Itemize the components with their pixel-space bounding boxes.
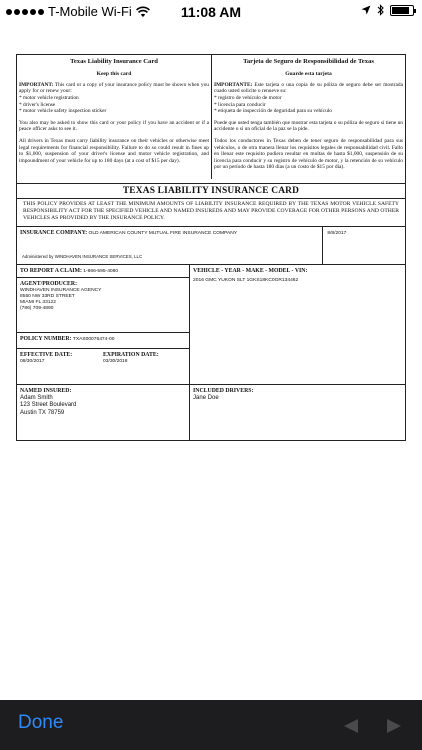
named-insured-line: 123 Street Boulevard xyxy=(20,402,77,409)
effective-date-label: EFFECTIVE DATE: xyxy=(20,351,73,358)
claim-cell xyxy=(17,265,189,278)
english-subtitle: Keep this card xyxy=(96,71,132,78)
english-item: * motor vehicle registration xyxy=(19,95,79,102)
issue-date: 8/8/2017 xyxy=(327,230,347,236)
bottom-toolbar xyxy=(0,700,422,750)
vehicle-value: 2016 GMC YUKON SLT 1GKS18KC0GR134462 xyxy=(193,277,299,283)
included-drivers-label: INCLUDED DRIVERS: xyxy=(193,387,254,394)
agent-cell xyxy=(17,278,189,333)
included-drivers-cell xyxy=(190,385,405,440)
card-title: TEXAS LIABILITY INSURANCE CARD xyxy=(17,183,405,199)
agent-label: AGENT/PRODUCER: xyxy=(20,280,78,287)
effective-date: 09/30/2017 xyxy=(20,358,45,364)
agent-line: 8550 NW 33RD STREET xyxy=(20,293,75,299)
spanish-subtitle: Guarde esta tarjeta xyxy=(285,71,332,78)
location-icon xyxy=(361,5,371,15)
carrier-label: T-Mobile Wi-Fi xyxy=(48,4,132,19)
bluetooth-icon xyxy=(377,4,384,16)
administered-by: Administered by WINDHAVEN INSURANCE SERVICES, LLC xyxy=(22,253,143,259)
spanish-important xyxy=(214,82,403,115)
named-insured-line: Austin TX 78759 xyxy=(20,409,65,416)
included-drivers: Jane Doe xyxy=(193,394,219,401)
insurance-company-row xyxy=(17,226,405,264)
insurance-company-label: INSURANCE COMPANY: xyxy=(20,229,88,236)
named-insured-label: NAMED INSURED: xyxy=(20,387,72,394)
english-important-text: This card or a copy of your insurance policy must be shown when you apply for or renew your: xyxy=(19,81,209,95)
spanish-paragraph-2: Puede que usted tenga también que mostrar esta tarjeta o su póliza de seguro si tiene un accidente o si un oficial de la paz se la pide. xyxy=(214,119,403,133)
details-left xyxy=(17,265,190,384)
battery-icon xyxy=(390,5,414,16)
policy-number: TXAS00076474-00 xyxy=(72,336,115,342)
agent-line: MIAMI FL 33122 xyxy=(20,299,56,305)
policy-number-cell xyxy=(17,333,189,349)
insurance-company-value: OLD AMERICAN COUNTY MUTUAL FIRE INSURANCE COMPANY xyxy=(88,230,238,236)
english-item: * motor vehicle safety inspection sticker xyxy=(19,108,107,115)
spanish-important-text: Este tarjeta o una copia de su póliza de seguro debe ser mostrada cuado usted solicite o renueve su: xyxy=(214,81,403,95)
claim-label: TO REPORT A CLAIM: xyxy=(20,267,82,274)
done-button[interactable]: Done xyxy=(18,712,64,733)
policy-statement: THIS POLICY PROVIDES AT LEAST THE MINIMUM AMOUNTS OF LIABILITY INSURANCE REQUIRED BY THE TEXAS MOTOR VEHICLE SAFETY RESPONSIBILITY ACT FOR THE SPECIFIED VEHICLE AND NAMED INSUREDS AND MAY PROVIDE COVERAGE FOR OTHER PERSONS AND OTHER VEHICLES AS PROVIDED BY THE INSURANCE POLICY. xyxy=(23,201,399,222)
named-insured-cell xyxy=(17,385,190,440)
english-column xyxy=(17,55,211,179)
next-arrow-icon[interactable] xyxy=(387,719,401,733)
spanish-item: * registro de vehículo de motor xyxy=(214,95,282,102)
expiration-date-label: EXPIRATION DATE: xyxy=(103,351,159,358)
insured-row xyxy=(17,384,405,440)
insurance-card-document xyxy=(16,54,406,441)
previous-arrow-icon[interactable] xyxy=(344,719,358,733)
details-row xyxy=(17,264,405,384)
english-item: * driver's license xyxy=(19,101,56,108)
clock: 11:08 AM xyxy=(180,4,242,20)
named-insured-line: Adam Smith xyxy=(20,394,53,401)
english-important-label: IMPORTANT: xyxy=(19,81,54,88)
dates-cell xyxy=(17,349,189,384)
claim-phone: 1-866-595-4080 xyxy=(83,268,119,274)
vehicle-cell xyxy=(190,265,405,384)
english-important xyxy=(19,82,209,115)
english-title: Texas Liability Insurance Card xyxy=(70,58,158,65)
expiration-date-block xyxy=(103,352,186,381)
agent-line: WINDHAVEN INSURANCE AGENCY xyxy=(20,287,102,293)
english-paragraph-2: You also may be asked to show this card or your policy if you have an accident or if a peace officer asks to see it. xyxy=(19,119,209,133)
policy-number-label: POLICY NUMBER: xyxy=(20,335,72,342)
expiration-date: 03/30/2018 xyxy=(103,358,128,364)
english-paragraph-3: All drivers in Texas must carry liability insurance on their vehicles or otherwise meet legal requirements for financial responsibility. Failure to do so could result in fines up to $1,000, suspension of your driver's license and motor vehicle registration, and impoundment of your vehicle for up to 180 days (at a cost of $15 per day). xyxy=(19,138,209,164)
issue-date-cell xyxy=(322,227,405,264)
battery-fill xyxy=(392,7,409,14)
vehicle-label: VEHICLE - YEAR - MAKE - MODEL - VIN: xyxy=(193,267,308,274)
status-right xyxy=(361,4,414,16)
spanish-title: Tarjeta de Seguro de Responsibilidad de Texas xyxy=(243,58,374,65)
instructions-section xyxy=(17,55,405,179)
insurance-company-cell xyxy=(17,227,322,264)
spanish-item: * etiqueta de inspección de deguridad para su vehículo xyxy=(214,108,332,115)
spanish-paragraph-3: Todos los conductores in Texas deben de tener seguro de responsabilidad para sus vehículos, o de otra manera llenar los requisitos legales de responsabilidad civil. Fallo en llenar este requisito pudiera resultar en multas de hasta $1,000, suspensión de su licencia para conducir y su registro de vehículo de motor, y la retención de su vehículo por un período de hasta 180 días (a un costo de $15 por día). xyxy=(214,138,403,171)
spanish-important-label: IMPORTANTE: xyxy=(214,81,253,88)
agent-line: (786) 709-4890 xyxy=(20,305,54,311)
status-bar xyxy=(0,0,422,24)
spanish-item: * licencia para conducir xyxy=(214,101,266,108)
effective-date-block xyxy=(20,352,103,381)
spanish-column xyxy=(211,55,405,179)
